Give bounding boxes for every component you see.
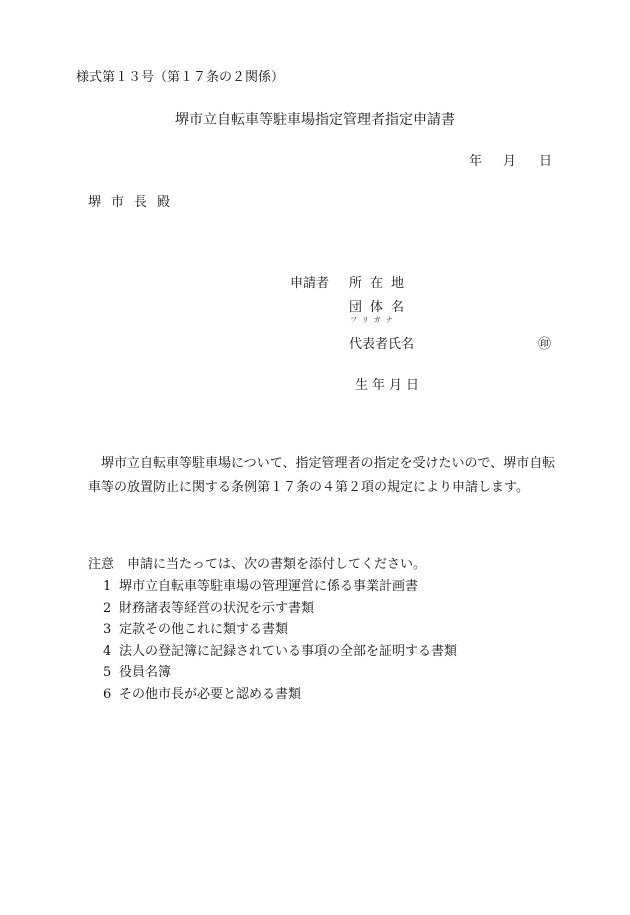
list-item-number: 2 <box>103 600 112 616</box>
date-day-label: 日 <box>539 154 553 169</box>
document-title: 堺市立自転車等駐車場指定管理者指定申請書 <box>175 112 455 128</box>
form-number: 様式第１３号（第１７条の２関係） <box>76 70 285 85</box>
organization-label: 団体名 <box>349 300 413 315</box>
list-item-text: 財務諸表等経営の状況を示す書類 <box>119 600 315 616</box>
list-item <box>103 598 457 620</box>
list-item-text: 定款その他これに類する書類 <box>119 622 289 637</box>
list-item <box>103 641 457 663</box>
notes-list <box>103 576 457 705</box>
list-item <box>103 576 457 598</box>
list-item-number: 1 <box>103 579 112 594</box>
address-label: 所在地 <box>349 276 413 291</box>
list-item <box>103 662 457 684</box>
date-month-label: 月 <box>503 154 517 169</box>
list-item-text: 役員名簿 <box>119 665 172 680</box>
list-item-number: 5 <box>103 665 112 680</box>
applicant-label: 申請者 <box>290 276 330 291</box>
list-item <box>103 684 457 706</box>
list-item-text: その他市長が必要と認める書類 <box>119 686 302 702</box>
list-item-number: 6 <box>103 686 112 702</box>
list-item-number: 4 <box>103 643 112 659</box>
representative-label: 代表者氏名 <box>349 337 415 352</box>
seal-icon: ㊞ <box>538 337 552 352</box>
birthdate-label: 生年月日 <box>355 378 424 393</box>
list-item-text: 法人の登記簿に記録されている事項の全部を証明する書類 <box>119 643 458 659</box>
date-year-label: 年 <box>469 154 483 169</box>
addressee: 堺市長殿 <box>88 195 181 210</box>
list-item-text: 堺市立自転車等駐車場の管理運営に係る事業計画書 <box>119 579 419 594</box>
furigana-label: フリガナ <box>350 316 398 324</box>
notes-heading: 注意 申請に当たっては、次の書類を添付してください。 <box>88 557 427 572</box>
list-item-number: 3 <box>103 622 112 637</box>
list-item <box>103 619 457 641</box>
application-statement: 堺市立自転車等駐車場について、指定管理者の指定を受けたいので、堺市自転車等の放置防止に関する条例第１７条の４第２項の規定により申請します。 <box>88 456 556 495</box>
